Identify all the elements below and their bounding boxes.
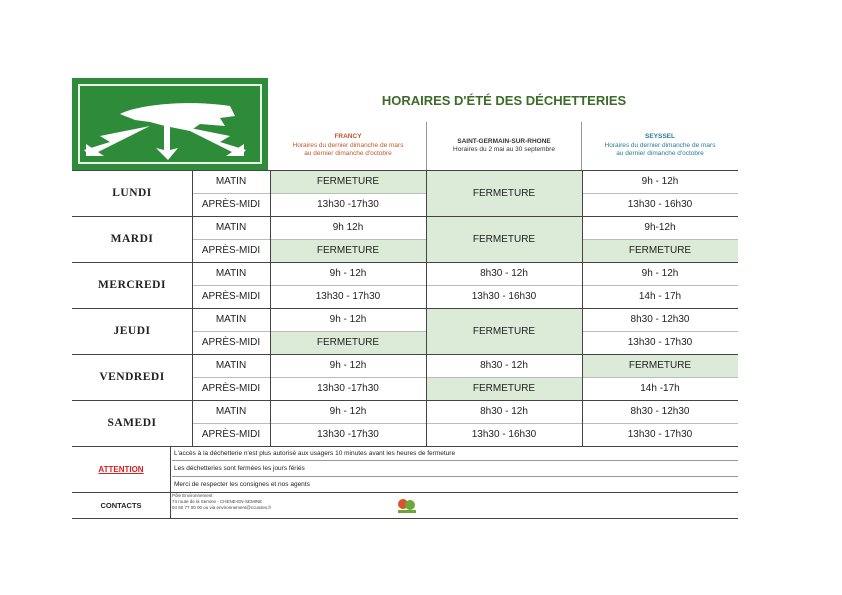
contact-lines <box>172 493 271 511</box>
column-divider <box>192 170 193 446</box>
day-divider <box>72 400 738 401</box>
hours-cell: 13h30 - 17h30 <box>627 337 693 348</box>
column-name: SAINT-GERMAIN-SUR-RHONE <box>457 137 551 145</box>
attention-label: ATTENTION <box>98 464 144 474</box>
slot-label-afternoon: APRÈS-MIDI <box>201 429 261 440</box>
slot-divider <box>426 423 582 424</box>
footer <box>72 446 738 518</box>
hours-cell: FERMETURE <box>426 308 582 354</box>
hours-cell: 13h30 - 16h30 <box>471 429 537 440</box>
hours-cell: FERMETURE <box>270 331 426 354</box>
hours-cell: 8h30 - 12h <box>480 360 528 371</box>
hours-cell: FERMETURE <box>426 377 582 400</box>
page-title: HORAIRES D'ÉTÉ DES DÉCHETTERIES <box>381 92 627 108</box>
hours-cell: 13h30 -17h30 <box>317 429 379 440</box>
slot-divider <box>270 423 426 424</box>
column-header-saint-germain <box>426 122 582 170</box>
slot-divider <box>270 285 426 286</box>
slot-label-afternoon: APRÈS-MIDI <box>201 291 261 302</box>
slot-divider <box>192 377 270 378</box>
hours-cell: 9h - 12h <box>329 314 367 325</box>
column-header-seyssel <box>582 122 738 170</box>
slot-divider <box>582 423 738 424</box>
hand-arrows-icon <box>80 86 260 162</box>
exit-logo <box>72 78 268 170</box>
hours-cell: FERMETURE <box>582 354 738 377</box>
hours-cell: 13h30 - 17h30 <box>627 429 693 440</box>
day-label: VENDREDI <box>99 371 165 383</box>
hours-cell: 14h - 17h <box>638 291 682 302</box>
slot-divider <box>192 239 270 240</box>
hours-cell: 9h - 12h <box>641 268 679 279</box>
slot-label-afternoon: APRÈS-MIDI <box>201 383 261 394</box>
footer-note: Merci de respecter les consignes et nos agents <box>174 481 310 488</box>
hours-cell: 9h - 12h <box>329 268 367 279</box>
slot-divider <box>270 239 426 240</box>
slot-divider <box>582 285 738 286</box>
slot-divider <box>192 193 270 194</box>
slot-divider <box>270 377 426 378</box>
slot-label-morning: MATIN <box>215 268 247 279</box>
slot-divider <box>582 193 738 194</box>
hours-cell: 13h30 - 16h30 <box>627 199 693 210</box>
slot-divider <box>270 193 426 194</box>
column-divider <box>426 170 427 446</box>
day-label: MARDI <box>110 233 154 245</box>
day-divider <box>72 216 738 217</box>
hours-cell: 9h 12h <box>332 222 364 233</box>
column-period-line1: Horaires du dernier dimanche de mars <box>292 141 404 149</box>
slot-label-afternoon: APRÈS-MIDI <box>201 337 261 348</box>
hours-cell: FERMETURE <box>270 239 426 262</box>
day-divider <box>72 354 738 355</box>
day-label: MERCREDI <box>98 279 166 291</box>
day-label: JEUDI <box>113 325 151 337</box>
column-name: SEYSSEL <box>645 133 675 141</box>
hours-cell: 13h30 -17h30 <box>317 383 379 394</box>
slot-divider <box>270 331 426 332</box>
slot-label-morning: MATIN <box>215 222 247 233</box>
day-divider <box>72 170 738 171</box>
slot-label-morning: MATIN <box>215 314 247 325</box>
community-logo-icon <box>394 497 420 515</box>
contact-line: Pôle Environnement <box>172 493 213 498</box>
column-period-line2: au dernier dimanche d'octobre <box>304 150 392 158</box>
hours-cell: 9h-12h <box>644 222 676 233</box>
hours-cell: 13h30 -17h30 <box>317 199 379 210</box>
hours-cell: 13h30 - 16h30 <box>471 291 537 302</box>
column-period-line1: Horaires du dernier dimanche de mars <box>604 141 716 149</box>
contact-line: 74 route de la Semine - CHENE-EN-SEMINE <box>172 499 263 504</box>
schedule-sheet <box>72 78 738 518</box>
slot-divider <box>426 285 582 286</box>
footer-note: Les déchetteries sont fermées les jours fériés <box>172 461 738 477</box>
hours-cell: 9h - 12h <box>329 406 367 417</box>
column-name: FRANCY <box>334 133 362 141</box>
hours-cell: FERMETURE <box>270 170 426 193</box>
slot-divider <box>426 377 582 378</box>
column-header-francy <box>270 122 426 170</box>
hours-cell: FERMETURE <box>582 239 738 262</box>
footer-divider <box>170 446 171 518</box>
day-label: LUNDI <box>112 187 152 199</box>
slot-divider <box>192 423 270 424</box>
slot-label-morning: MATIN <box>215 176 247 187</box>
day-divider <box>72 308 738 309</box>
footer-divider <box>72 518 738 519</box>
column-divider <box>270 170 271 446</box>
slot-divider <box>192 285 270 286</box>
hours-cell: 8h30 - 12h30 <box>630 314 690 325</box>
column-period-line1: Horaires du 2 mai au 30 septembre <box>453 146 555 153</box>
hours-cell: FERMETURE <box>426 216 582 262</box>
footer-note: L'accès à la déchetterie n'est plus autorisé aux usagers 10 minutes avant les heures de fermeture <box>172 446 738 461</box>
hours-cell: 8h30 - 12h30 <box>630 406 690 417</box>
hours-cell: 14h -17h <box>640 383 680 394</box>
slot-divider <box>582 331 738 332</box>
slot-divider <box>582 239 738 240</box>
day-divider <box>72 262 738 263</box>
contacts-label: CONTACTS <box>100 500 142 510</box>
slot-divider <box>582 377 738 378</box>
hours-cell: 13h30 - 17h30 <box>315 291 381 302</box>
slot-label-morning: MATIN <box>215 406 247 417</box>
column-period-line2: au dernier dimanche d'octobre <box>616 150 704 158</box>
column-divider <box>582 170 583 446</box>
hours-cell: 9h - 12h <box>641 176 679 187</box>
footer-divider <box>72 492 738 493</box>
slot-label-afternoon: APRÈS-MIDI <box>201 199 261 210</box>
hours-cell: 8h30 - 12h <box>480 268 528 279</box>
hours-cell: FERMETURE <box>426 170 582 216</box>
slot-label-morning: MATIN <box>215 360 247 371</box>
day-label: SAMEDI <box>107 417 157 429</box>
contact-line: 04 50 77 00 00 ou via environnement@ccusses.fr <box>172 505 272 510</box>
slot-label-afternoon: APRÈS-MIDI <box>201 245 261 256</box>
slot-divider <box>192 331 270 332</box>
schedule-grid <box>72 170 738 446</box>
hours-cell: 8h30 - 12h <box>480 406 528 417</box>
hours-cell: 9h - 12h <box>329 360 367 371</box>
